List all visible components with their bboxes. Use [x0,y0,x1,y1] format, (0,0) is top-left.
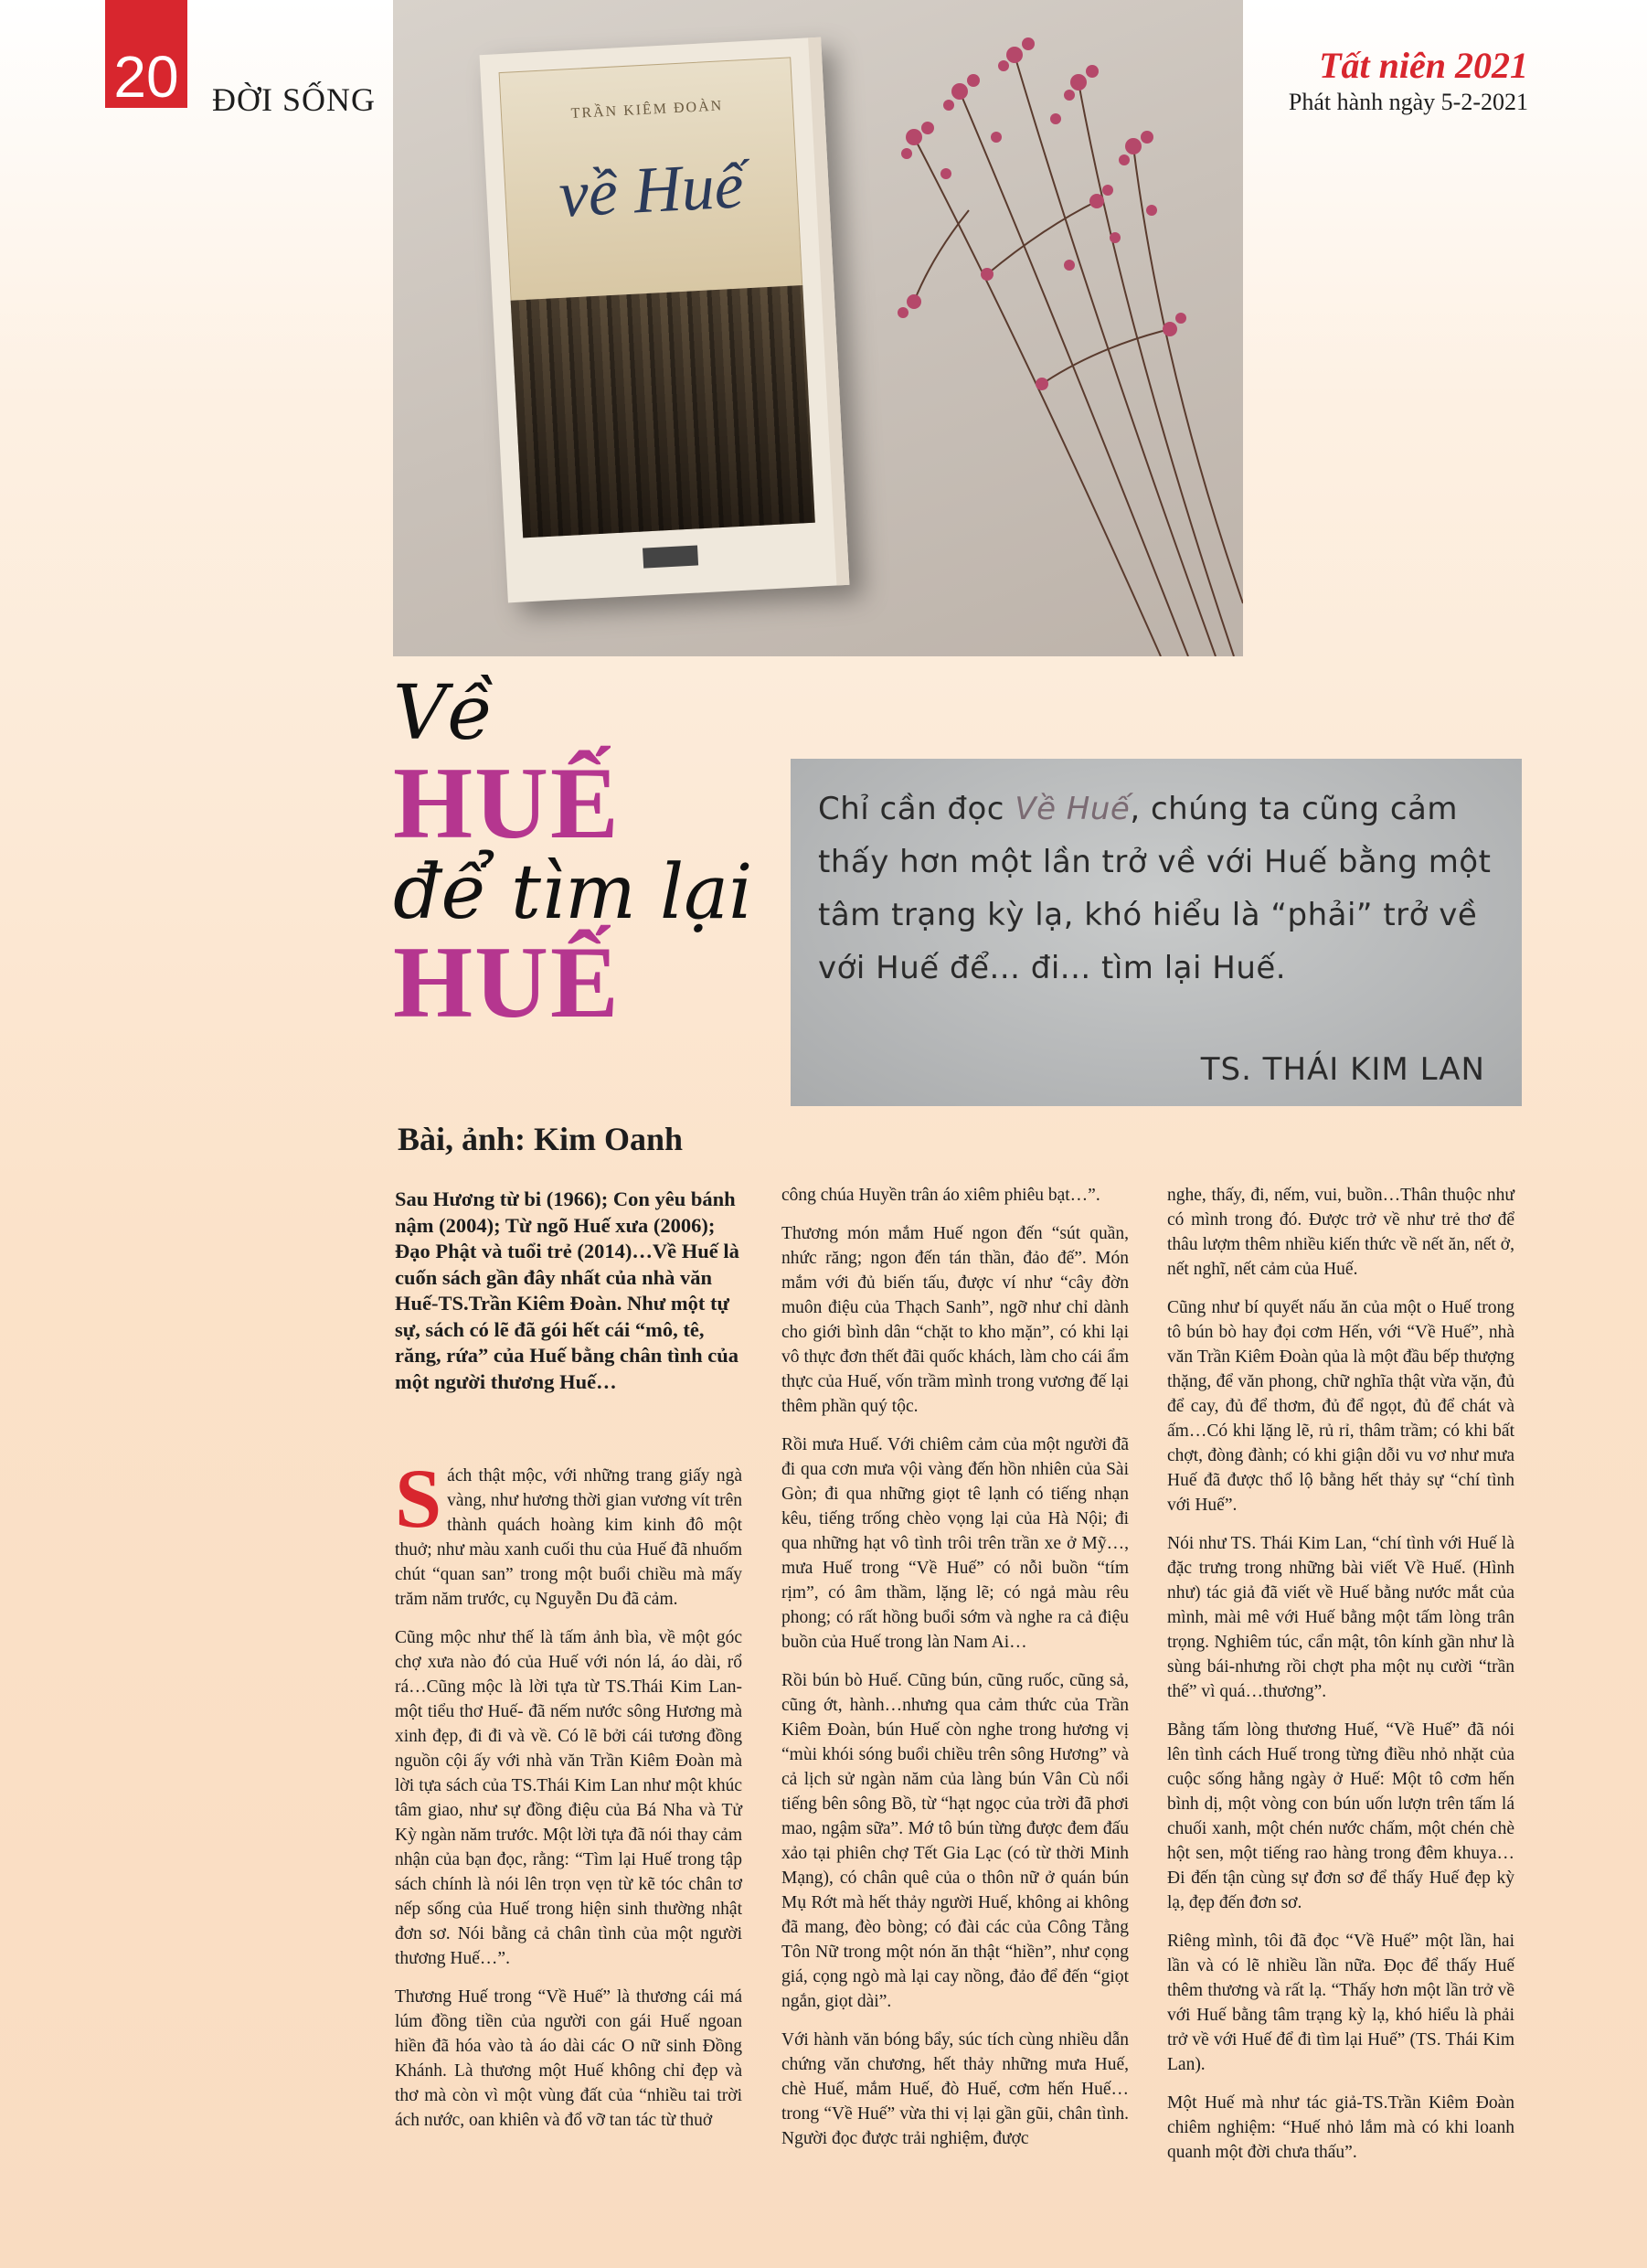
article-paragraph: Riêng mình, tôi đã đọc “Về Huế” một lần, hai lần và có lẽ nhiều lần nữa. Đọc để thấy Huế thêm thương và rất lạ. “Thấy hơn một lần trở về với Huế bằng tâm trạng kỳ lạ, khó hiểu là phải trở về với Huế để đi tìm lại Huế” (TS. Thái Kim Lan). [1167,1932,1514,2074]
article-paragraph: công chúa Huyền trân áo xiêm phiêu bạt…”. [781,1186,1100,1205]
article-column-2 [781,1183,1129,2165]
publisher-logo-icon [643,545,698,568]
article-paragraph: Bằng tấm lòng thương Huế, “Về Huế” đã nói lên tình cách Huế trong từng điều nhỏ nhặt của cuộc sống hằng ngày ở Huế: Một tô cơm hến bình dị, một vòng con bún uốn lượn trên tấm lá chuối xanh, một chén nước chấm, một chén chè hột sen, một tiếng rao hàng trong đêm khuya…Đi đến tận cùng sự đơn sơ để thấy Huế đẹp kỳ lạ, đẹp đến đơn sơ. [1167,1720,1514,1912]
article-column-1 [395,1187,742,2146]
headline-line-1: Về [393,670,494,757]
book-photo [393,0,1243,656]
book-title: về Huế [557,148,746,231]
article-paragraph: Rồi mưa Huế. Với chiêm cảm của một người đã đi qua cơn mưa vội vàng đến hồn nhiên của Sài Gòn; đi qua những giọt tê lạnh có tiếng nhạn kêu, tiếng trống chèo vọng lại của Hà Nội; đi qua những hạt vô tình trôi trên trần xe ở Mỹ…, mưa Huế trong “Về Huế” có nỗi buồn “tím rịm”, có âm thầm, lặng lẽ; có ngả màu rêu phong; có rất hồng buổi sớm và nghe ra cả điệu buồn của Huế trong làn Nam Ai… [781,1435,1129,1652]
article-paragraph: Nói như TS. Thái Kim Lan, “chí tình với Huế là đặc trưng trong những bài viết Về Huế. (Hình như) tác giả đã viết về Huế bằng nước mắt của mình, mài mê với Huế bằng một tấm lòng trân trọng. Nghiêm túc, cẩn mật, tôn kính gần như là sùng bái-nhưng rồi chợt pha một nụ cười “trần thế” vì quá…thương”. [1167,1534,1514,1701]
quote-emphasis: Về Huế [1015,791,1131,827]
book-cover-scene [511,285,815,538]
page-number: 20 [105,0,187,108]
headline-line-2: HUẾ [393,747,621,860]
issue-date: Phát hành ngày 5-2-2021 [1288,89,1528,115]
headline-line-3: để tìm lại [393,849,753,937]
article-paragraph: Thương món mắm Huế ngon đến “sút quần, nhức răng; ngon đến tán thần, đảo đế”. Món mắm với đủ biến tấu, được ví như “cây đờn muôn điệu của Thạch Sanh”, ngỡ như chỉ dành cho giới bình dân “chặt to kho mặn”, có khi lại vô thực đơn thết đãi quốc khách, làm cho cái ẩm thực của Huế, vốn trầm mình trong vương đế lại thêm phần quý tộc. [781,1224,1129,1416]
issue-title: Tất niên 2021 [1319,45,1528,86]
headline-line-4: HUẾ [393,926,621,1040]
quote-text: Chỉ cần đọc Về Huế, chúng ta cũng cảm thấy hơn một lần trở về với Huế bằng một tâm trạng kỳ lạ, khó hiểu là “phải” trở về với Huế để... đi... tìm lại Huế. [818,791,1492,986]
article-paragraph: Sách thật mộc, với những trang giấy ngà vàng, như hương thời gian vương vít trên thành quách hoàng kim kinh đô một thuở; như màu xanh cuối thu của Huế đã nhuốm chút “quan san” trong một buổi chiều mà mấy trăm năm trước, cụ Nguyễn Du đã cảm. [395,1452,742,1609]
article-paragraph: Cũng mộc như thế là tấm ảnh bìa, về một góc chợ xưa nào đó của Huế với nón lá, áo dài, rổ rá…Cũng mộc là lời tựa từ TS.Thái Kim Lan-một tiểu thơ Huế- đã nếm nước sông Hương mà xinh đẹp, đi đi và về. Có lẽ bởi cái tương đồng nguồn cội ấy với nhà văn Trần Kiêm Đoàn mà lời tựa sách của TS.Thái Kim Lan như một khúc tâm giao, như sự đồng điệu của Bá Nha và Tử Kỳ ngàn năm trước. Một lời tựa đã nói thay cảm nhận của bạn đọc, rằng: “Tìm lại Huế trong tập sách chính là nói lên trọn vẹn từ kẽ tóc chân tơ nếp sống của Huế trong hiện sinh thường nhật đơn sơ. Nói bằng cả chân tình của một người thương Huế…”. [395,1628,742,1968]
issue-info [1289,44,1528,116]
book-author: TRẦN KIÊM ĐOÀN [570,98,724,122]
article-paragraph: Một Huế mà như tác giả-TS.Trần Kiêm Đoàn chiêm nghiệm: “Huế nhỏ lắm mà có khi loanh quanh một đời chưa thấu”. [1167,2093,1514,2162]
byline: Bài, ảnh: Kim Oanh [398,1121,684,1157]
article-paragraph: Cũng như bí quyết nấu ăn của một o Huế trong tô bún bò hay đọi cơm Hến, với “Về Huế”, nhà văn Trần Kiêm Đoàn qủa là một đầu bếp thượng thặng, để văn phong, chữ nghĩa thật vừa vặn, đủ để cay, đủ để thơm, đủ để ngọt, đủ để chát và ấm…Có khi lặng lẽ, rủ rỉ, thâm trầm; có khi bất chợt, đòng đành; có khi giận dỗi vu vơ như mưa Huế đã được thổ lộ bằng hết thảy sự “chí tình với Huế”. [1167,1298,1514,1515]
book-cover [480,37,850,603]
article-paragraph: Với hành văn bóng bẩy, súc tích cùng nhiều dẫn chứng văn chương, hết thảy những mưa Huế, chè Huế, mắm Huế, đò Huế, cơm hến Huế…trong “Về Huế” vừa thi vị lại gần gũi, chân tình. Người đọc được trải nghiệm, được [781,2030,1129,2148]
article-column-3 [1167,1183,1514,2178]
article-paragraph: Rồi bún bò Huế. Cũng bún, cũng ruốc, cũng sả, cũng ớt, hành…nhưng qua cảm thức của Trần Kiêm Đoàn, bún Huế còn nghe trong hương vị “mùi khói sóng buổi chiều trên sông Hương” và cả lịch sử ngàn năm của làng bún Vân Cù nổi tiếng bên sông Bồ, từ “hạt ngọc của trời đã phơi mao, ngậm sữa”. Mớ tô bún từng được đem đấu xảo tại phiên chợ Tết Gia Lạc (có từ thời Minh Mạng), có chân quê của o thôn nữ ở quán bún Mụ Rớt mà hết thảy người Huế, không ai không đã mang, đèo bòng; có đài các của Công Tằng Tôn Nữ trong một nón ăn thật “hiền”, như cọng giá, cọng ngò mà lại cay nồng, đảo để đến “giọt ngắn, giọt dài”. [781,1671,1129,2011]
pull-quote [791,759,1522,1106]
dried-flowers-icon [859,0,1243,656]
headline [393,670,753,1040]
article-paragraph: Thương Huế trong “Về Huế” là thương cái má lúm đồng tiền của người con gái Huế ngoan hiền đã hóa vào tà áo dài các O nữ sinh Đồng Khánh. Là thương một Huế không chỉ đẹp và thơ mà còn vì một vùng đất của “nhiều tai trời ách nước, oan khiên và đổ vỡ tan tác từ thuở [395,1987,742,2130]
quote-author: TS. THÁI KIM LAN [1200,1051,1485,1088]
section-title: ĐỜI SỐNG [212,81,376,118]
article-paragraph: nghe, thấy, đi, nếm, vui, buồn…Thân thuộc như có mình trong đó. Được trở về như trẻ thơ để thâu lượm thêm nhiều kiến thức về nết ăn, nết ở, nết nghĩ, nết cảm của Huế. [1167,1186,1514,1279]
article-lead: Sau Hương từ bi (1966); Con yêu bánh nậm (2004); Từ ngõ Huế xưa (2006); Đạo Phật và tuổi trẻ (2014)…Về Huế là cuốn sách gần đây nhất của nhà văn Huế-TS.Trần Kiêm Đoàn. Như một tự sự, sách có lẽ đã gói hết cái “mô, tê, răng, rứa” của Huế bằng chân tình của một người thương Huế… [395,1187,739,1393]
drop-cap: S [395,1452,442,1545]
